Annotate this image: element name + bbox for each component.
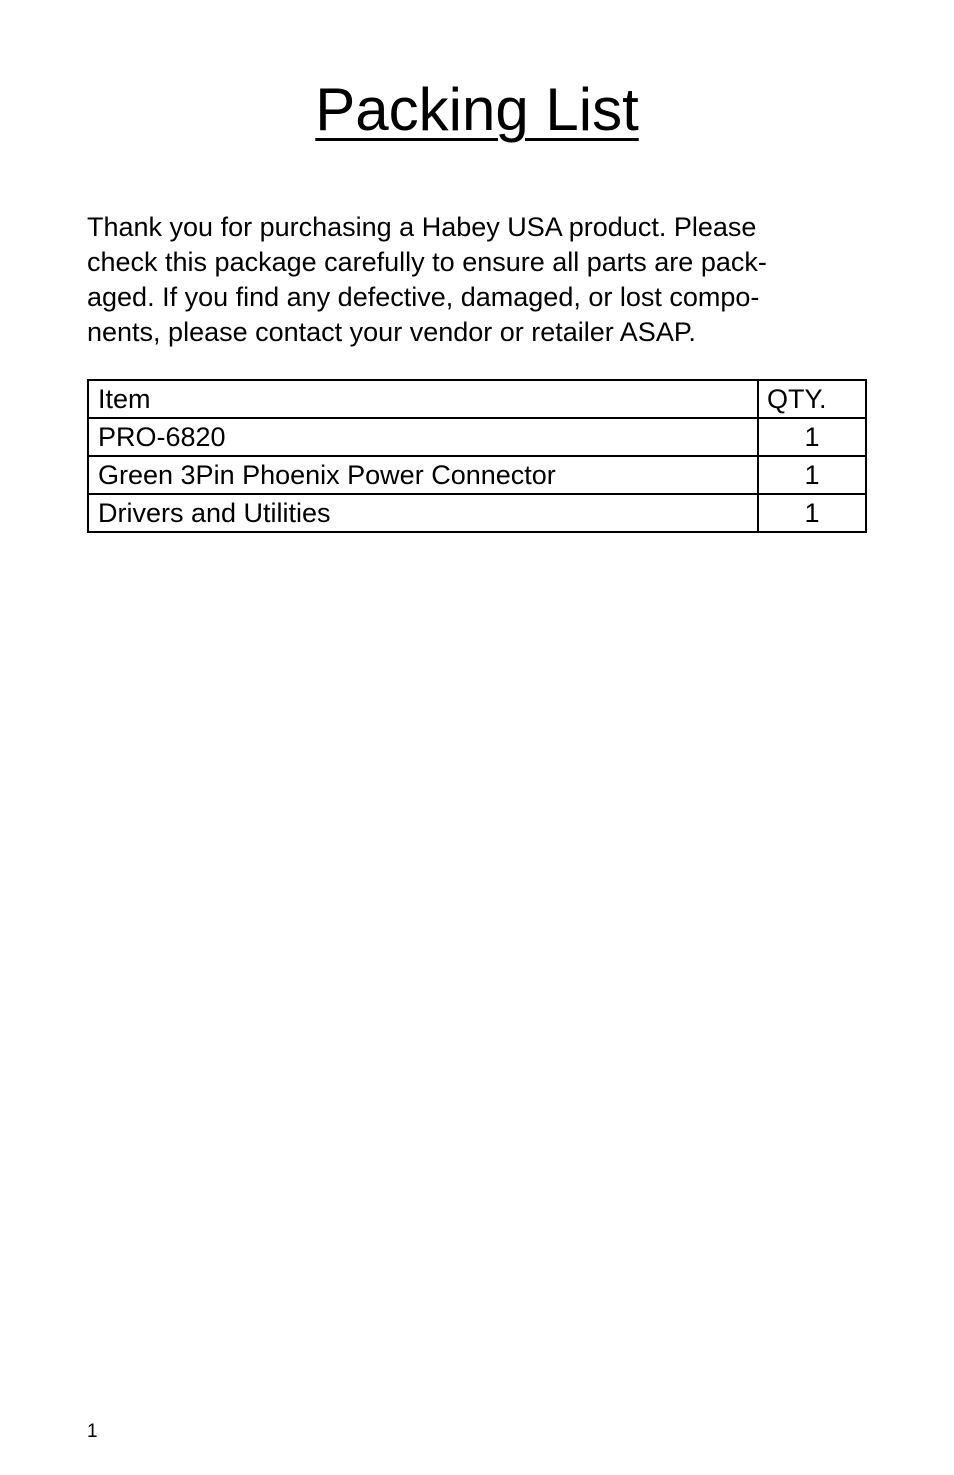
qty-cell: 1 [758,456,866,494]
table-row [88,418,866,456]
intro-paragraph [87,210,847,350]
page-number: 1 [87,1421,98,1442]
qty-cell: 1 [758,418,866,456]
item-cell: PRO-6820 [88,418,758,456]
item-cell: Drivers and Utilities [88,494,758,532]
intro-line: Thank you for purchasing a Habey USA product. Please [87,212,757,242]
table-row [88,456,866,494]
intro-line: aged. If you find any defective, damaged, or lost compo- [87,282,760,312]
table-row [88,494,866,532]
intro-line: check this package carefully to ensure all parts are pack- [87,247,767,277]
item-cell: Green 3Pin Phoenix Power Connector [88,456,758,494]
page-title: Packing List [315,76,639,143]
item-column-header: Item [88,380,758,418]
qty-cell: 1 [758,494,866,532]
qty-column-header: QTY. [758,380,866,418]
table-header-row [88,380,866,418]
packing-list-table [87,379,867,533]
intro-line: nents, please contact your vendor or retailer ASAP. [87,317,696,347]
